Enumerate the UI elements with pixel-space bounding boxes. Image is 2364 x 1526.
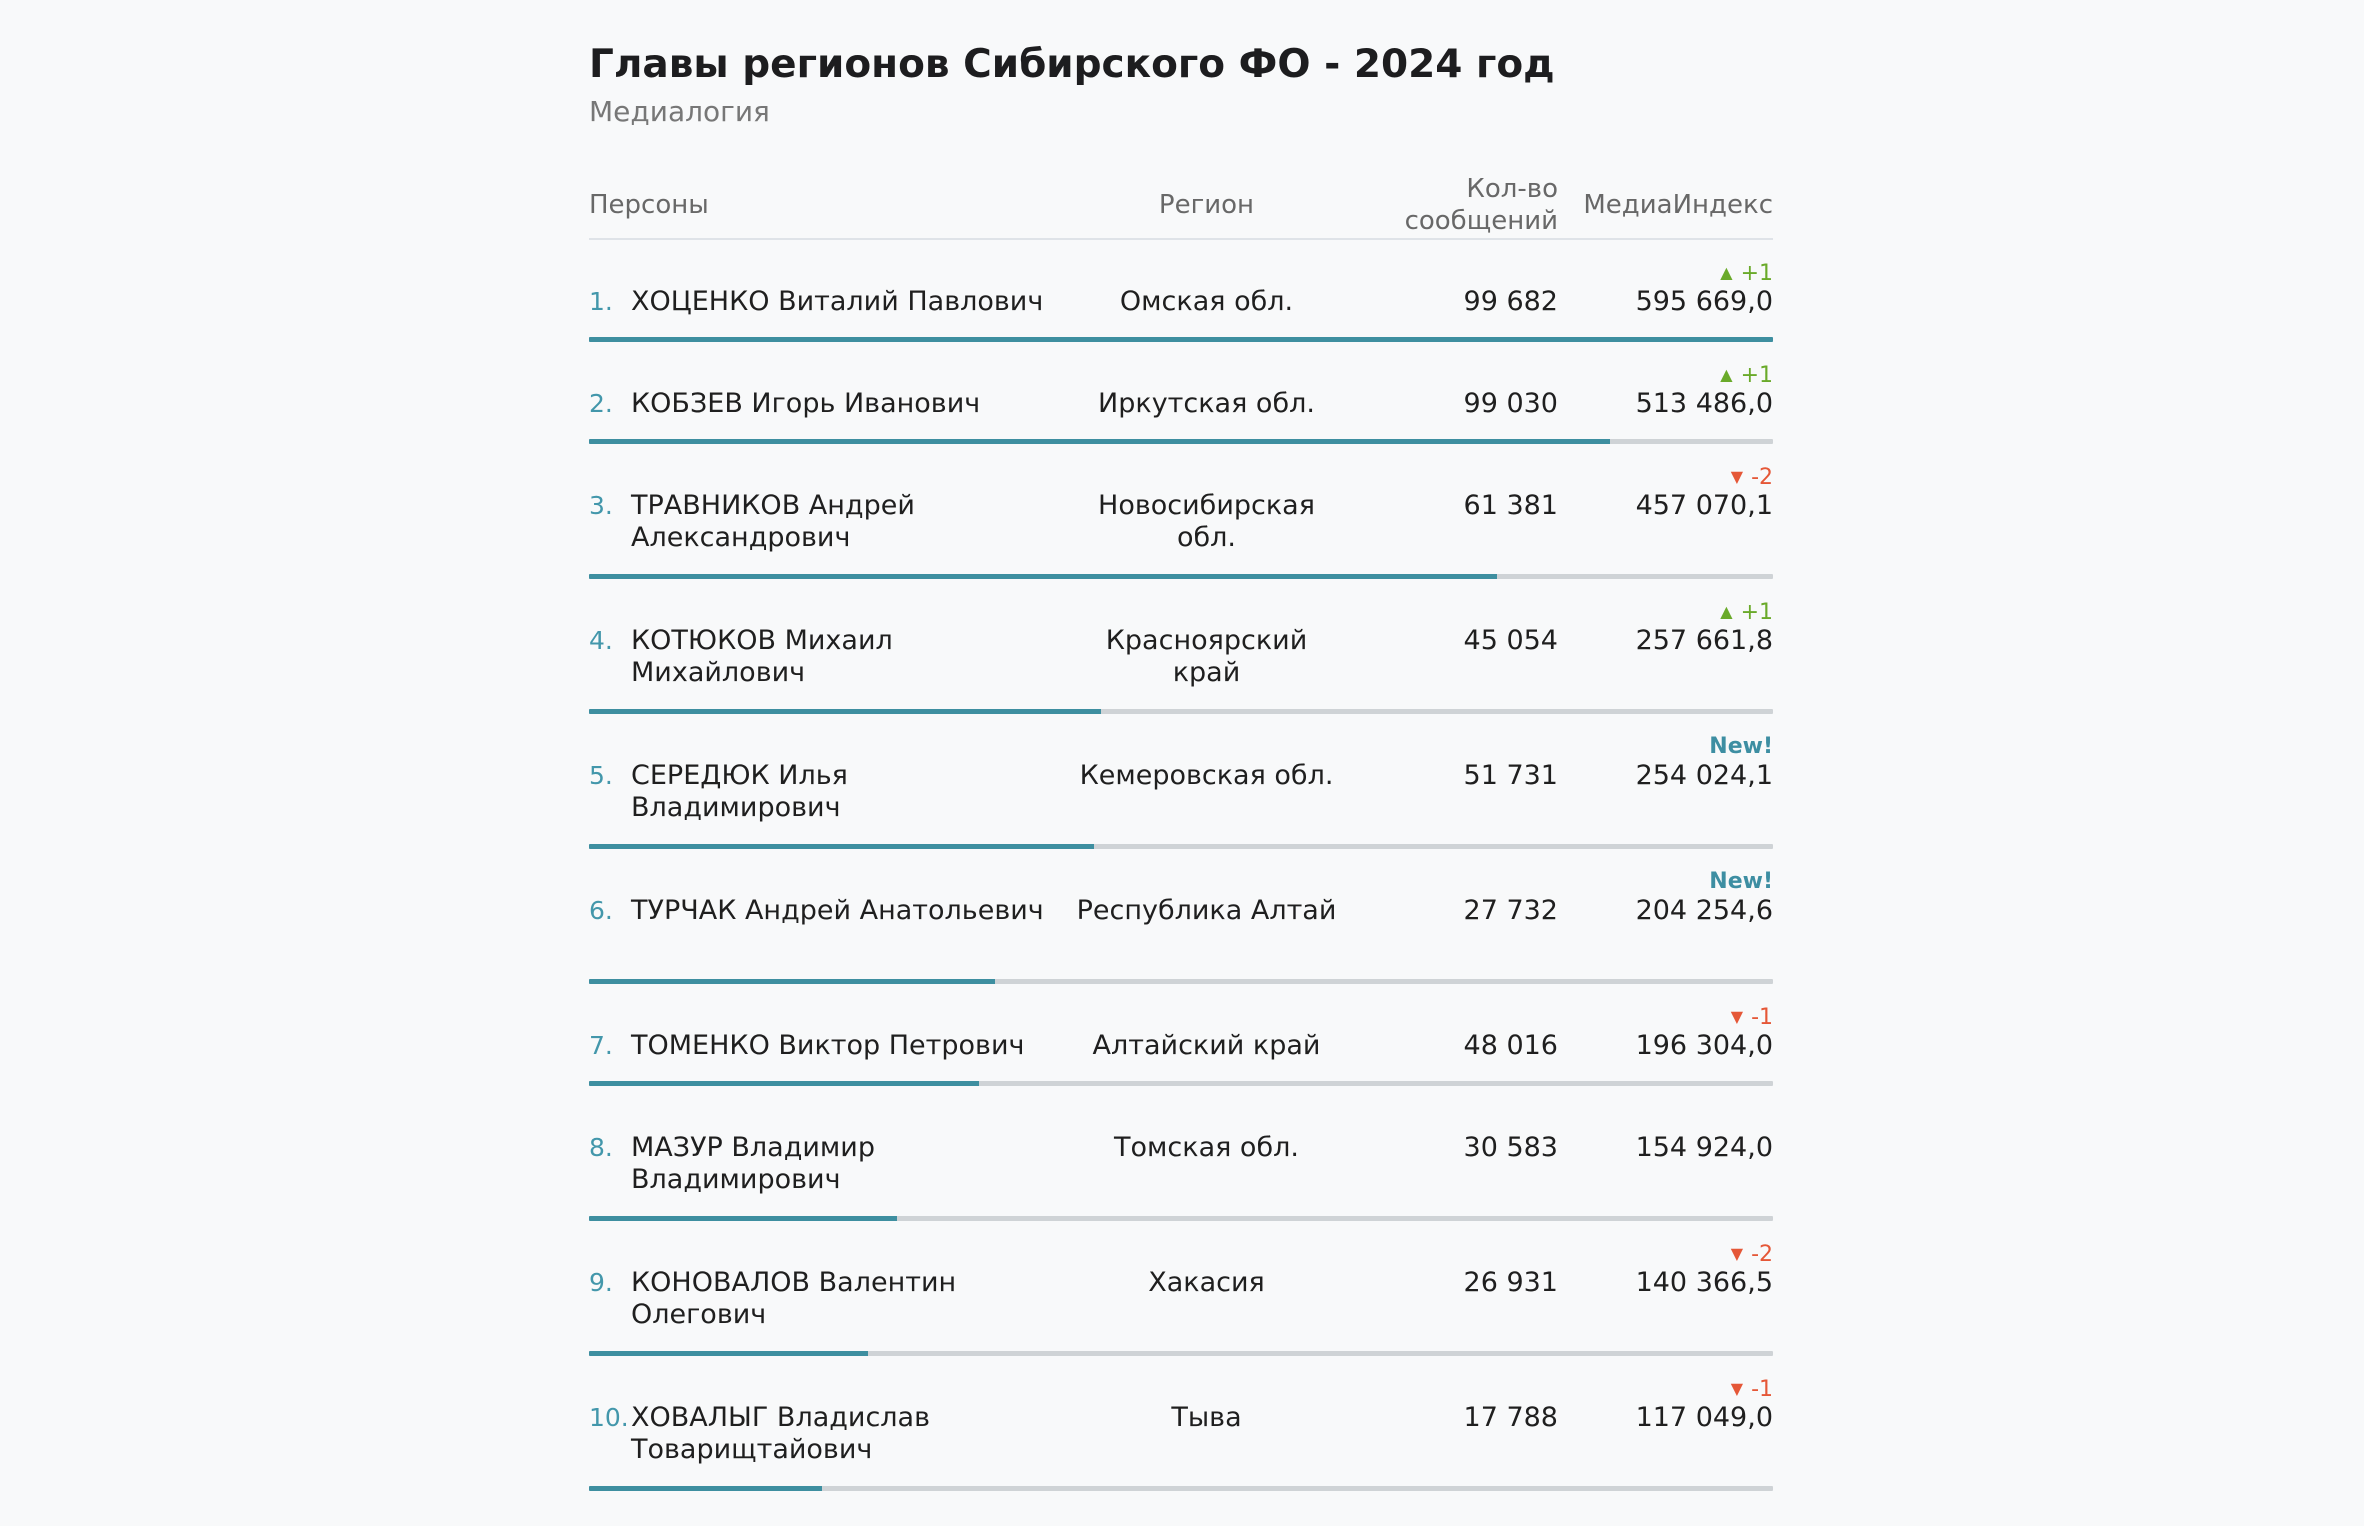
mediaindex-bar-track (589, 1486, 1773, 1491)
page-subtitle: Медиалогия (589, 95, 770, 128)
rank-change-text: +1 (1740, 261, 1773, 286)
person-name: ХОВАЛЫГ Владислав Товарищтайович (631, 1402, 931, 1465)
table-row (589, 444, 1773, 579)
person-region: Тыва (1171, 1402, 1242, 1433)
person-region: Республика Алтай (1076, 895, 1337, 926)
message-count: 45 054 (1463, 625, 1558, 656)
row-rank: 6. (589, 896, 613, 925)
triangle-up-icon: ▲ (1720, 263, 1733, 282)
person-name: ТРАВНИКОВ Андрей Александрович (631, 490, 915, 553)
row-rank: 8. (589, 1133, 613, 1162)
person-name: ТУРЧАК Андрей Анатольевич (631, 895, 1044, 926)
person-region: Омская обл. (1119, 286, 1294, 317)
table-row (589, 579, 1773, 714)
row-rank: 2. (589, 389, 613, 418)
rank-change-text: New! (1709, 734, 1773, 759)
mediaindex-value: 204 254,6 (1635, 895, 1773, 926)
column-header-mediaindex: МедиаИндекс (1583, 190, 1773, 220)
triangle-down-icon: ▼ (1730, 467, 1744, 486)
rank-change-badge (1709, 734, 1773, 760)
person-region: Иркутская обл. (1098, 388, 1315, 419)
mediaindex-value: 117 049,0 (1635, 1402, 1773, 1433)
table-row (589, 1221, 1773, 1356)
mediaindex-value: 140 366,5 (1635, 1267, 1773, 1298)
row-rank: 5. (589, 761, 613, 790)
mediaindex-value: 254 024,1 (1635, 760, 1773, 791)
table-header (589, 170, 1773, 240)
triangle-down-icon: ▼ (1730, 1379, 1744, 1398)
rank-change-badge (1720, 362, 1773, 389)
person-name: ХОЦЕНКО Виталий Павлович (631, 286, 1044, 317)
row-rank: 3. (589, 491, 613, 520)
mediaindex-value: 196 304,0 (1635, 1030, 1773, 1061)
rank-change-text: -2 (1751, 1242, 1773, 1267)
table-row (589, 342, 1773, 444)
rank-change-text: -1 (1751, 1005, 1773, 1030)
message-count: 17 788 (1463, 1402, 1558, 1433)
row-rank: 4. (589, 626, 613, 655)
person-region: Новосибирская обл. (1098, 490, 1315, 553)
table-row (589, 240, 1773, 342)
person-name: ТОМЕНКО Виктор Петрович (631, 1030, 1025, 1061)
triangle-down-icon: ▼ (1730, 1244, 1744, 1263)
rank-change-badge (1731, 1004, 1773, 1031)
rank-change-badge (1731, 1376, 1773, 1403)
triangle-up-icon: ▲ (1720, 365, 1733, 384)
mediaindex-value: 457 070,1 (1635, 490, 1773, 521)
person-region: Красноярский край (1105, 625, 1308, 688)
table-row (589, 1356, 1773, 1491)
message-count: 48 016 (1463, 1030, 1558, 1061)
row-rank: 9. (589, 1268, 613, 1297)
row-rank: 10. (589, 1403, 629, 1432)
mediaindex-value: 257 661,8 (1635, 625, 1773, 656)
row-rank: 1. (589, 287, 613, 316)
message-count: 26 931 (1463, 1267, 1558, 1298)
rank-change-badge (1720, 260, 1773, 287)
table-row (589, 714, 1773, 849)
mediaindex-value: 513 486,0 (1635, 388, 1773, 419)
person-name: МАЗУР Владимир Владимирович (631, 1132, 875, 1195)
column-header-persons: Персоны (589, 190, 709, 220)
rank-change-badge (1720, 599, 1773, 626)
person-name: КОНОВАЛОВ Валентин Олегович (631, 1267, 957, 1330)
person-name: КОТЮКОВ Михаил Михайлович (631, 625, 893, 688)
message-count: 27 732 (1463, 895, 1558, 926)
rank-change-text: -1 (1751, 1377, 1773, 1402)
person-region: Кемеровская обл. (1079, 760, 1334, 791)
row-rank: 7. (589, 1031, 613, 1060)
table-row (589, 1086, 1773, 1221)
message-count: 99 682 (1463, 286, 1558, 317)
mediaindex-value: 595 669,0 (1635, 286, 1773, 317)
person-region: Алтайский край (1092, 1030, 1321, 1061)
rank-change-badge (1731, 1241, 1773, 1268)
rank-change-text: +1 (1740, 363, 1773, 388)
message-count: 61 381 (1463, 490, 1558, 521)
rank-change-text: -2 (1751, 465, 1773, 490)
message-count: 30 583 (1463, 1132, 1558, 1163)
rank-change-badge (1731, 464, 1773, 491)
mediaindex-bar (589, 1486, 822, 1491)
message-count: 51 731 (1463, 760, 1558, 791)
rank-change-text: +1 (1740, 600, 1773, 625)
triangle-down-icon: ▼ (1730, 1007, 1744, 1026)
person-name: КОБЗЕВ Игорь Иванович (631, 388, 981, 419)
mediaindex-value: 154 924,0 (1635, 1132, 1773, 1163)
page-title: Главы регионов Сибирского ФО - 2024 год (589, 42, 1555, 87)
table-row (589, 849, 1773, 984)
person-name: СЕРЕДЮК Илья Владимирович (631, 760, 848, 823)
rank-change-text: New! (1709, 869, 1773, 894)
table-row (589, 984, 1773, 1086)
column-header-region: Регион (1158, 190, 1255, 220)
person-region: Томская обл. (1114, 1132, 1299, 1163)
message-count: 99 030 (1463, 388, 1558, 419)
column-header-message-count: Кол-во сообщений (1404, 174, 1558, 236)
rank-change-badge (1709, 869, 1773, 895)
person-region: Хакасия (1148, 1267, 1265, 1298)
table-body (589, 240, 1773, 1491)
triangle-up-icon: ▲ (1720, 602, 1733, 621)
